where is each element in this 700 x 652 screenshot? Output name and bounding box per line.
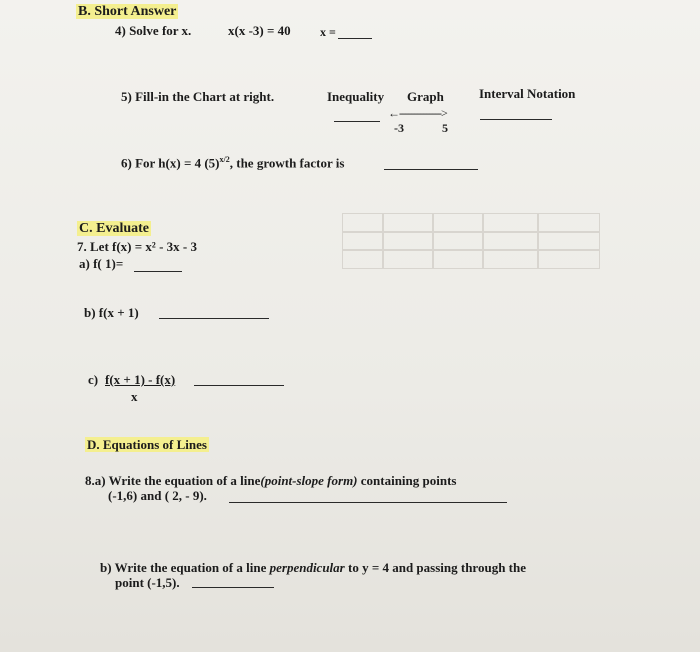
q4-answer-prefix: x = xyxy=(320,25,336,39)
q5-tick-left: -3 xyxy=(394,121,404,135)
q5-label: 5) Fill-in the Chart at right. xyxy=(121,89,275,104)
q7b-label: b) f(x + 1) xyxy=(84,305,139,320)
q7a-answer-blank[interactable] xyxy=(134,271,182,272)
q5-interval-blank[interactable] xyxy=(480,119,552,120)
q6-answer-blank[interactable] xyxy=(384,169,478,170)
section-b-heading: B. Short Answer xyxy=(78,4,177,19)
q8b-line2: point (-1,5). xyxy=(115,575,180,590)
section-c-heading: C. Evaluate xyxy=(79,221,149,236)
q5-col-interval: Interval Notation xyxy=(479,86,576,101)
q4-label: 4) Solve for x. xyxy=(115,23,192,38)
q7a-label: a) f( 1)= xyxy=(79,256,124,271)
q8b-line1: b) Write the equation of a line perpendicular to y = 4 and passing through the xyxy=(100,560,527,575)
q6-exponent: x/2 xyxy=(219,155,230,164)
q5-col-graph: Graph xyxy=(407,89,444,104)
q7c-label: c) xyxy=(88,372,99,387)
q7c-numerator: f(x + 1) - f(x) xyxy=(105,372,176,387)
q8b-answer-blank[interactable] xyxy=(192,587,274,588)
q8a-line1: 8.a) Write the equation of a line(point-slope form) containing points xyxy=(85,473,457,488)
q4-answer-blank[interactable] xyxy=(338,38,372,39)
q7c-answer-blank[interactable] xyxy=(194,385,284,386)
q8a-line2: (-1,6) and ( 2, - 9). xyxy=(108,488,207,503)
q8a-answer-blank[interactable] xyxy=(229,502,507,503)
q6-label: 6) For h(x) = 4 $(5)^{x/2}$, the growth factor is xyxy=(121,155,345,171)
q7c-denominator: x xyxy=(131,389,138,404)
q4-equation: x(x -3) = 40 xyxy=(228,23,291,38)
q5-col-inequality: Inequality xyxy=(327,89,385,104)
q5-number-line: ←--------------> xyxy=(388,106,447,120)
q7-label: 7. Let f(x) = x² - 3x - 3 xyxy=(77,239,197,254)
section-d-heading: D. Equations of Lines xyxy=(87,437,207,452)
q7b-answer-blank[interactable] xyxy=(159,318,269,319)
q5-tick-right: 5 xyxy=(442,121,448,135)
q5-inequality-blank[interactable] xyxy=(334,121,380,122)
bleed-through-table xyxy=(342,213,598,267)
